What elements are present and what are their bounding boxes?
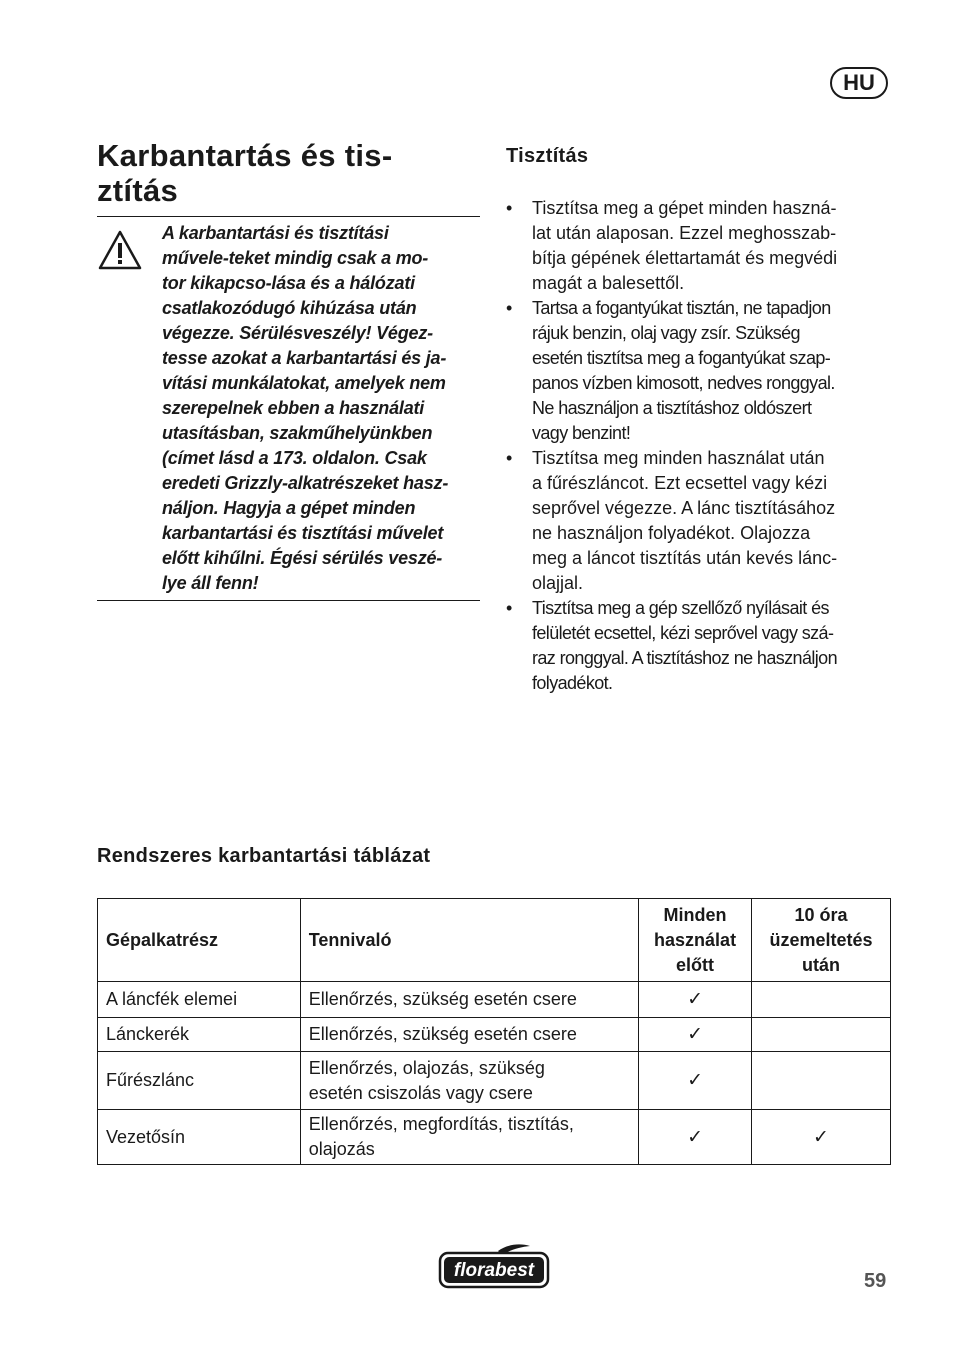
header-before-each-use: Minden használat előtt [639,899,752,982]
warning-line: művele-teket mindig csak a mo- [162,248,429,268]
cell-task: Ellenőrzés, megfordítás, tisztítás, olajozás [300,1110,638,1165]
checkmark-icon: ✓ [639,982,752,1018]
checkmark-icon: ✓ [639,1110,752,1165]
cell-after-10h [752,1052,891,1110]
warning-line: tor kikapcso-lása és a hálózati [162,273,415,293]
header-after-10-hours: 10 óra üzemeltetés után [752,899,891,982]
warning-line: (címet lásd a 173. oldalon. Csak [162,448,427,468]
warning-line: náljon. Hagyja a gépet minden [162,498,416,518]
checkmark-icon: ✓ [639,1052,752,1110]
warning-line: karbantartási és tisztítási művelet [162,523,444,543]
header-task: Tennivaló [300,899,638,982]
cell-after-10h [752,982,891,1018]
warning-line: tesse azokat a karbantartási és ja- [162,348,447,368]
table-row [98,1018,891,1052]
title-line-1: Karbantartás és tis- [97,138,393,173]
page-number: 59 [864,1270,887,1292]
cleaning-title: Tisztítás [506,145,589,167]
cell-part: A láncfék elemei [98,982,301,1018]
warning-line: szerepelnek ebben a használati [162,398,425,418]
warning-text [162,221,480,596]
cleaning-section [506,143,890,696]
list-item: • Tisztítsa meg minden használat után a fűrészláncot. Ezt ecsettel vagy kézi seprővel végezze. A lánc tisztításához ne használjon folyadékot. Olajozza meg a láncot tisztítás után kevés lánc- olajjal. [506,446,890,596]
table-row [98,1052,891,1110]
cell-part: Lánckerék [98,1018,301,1052]
warning-line: lye áll fenn! [162,573,259,593]
warning-box [97,216,480,601]
maintenance-section [97,138,480,601]
language-badge: HU [830,67,888,99]
cleaning-list [506,196,890,696]
warning-line: végezze. Sérülésveszély! Végez- [162,323,433,343]
warning-line: A karbantartási és tisztítási [162,223,389,243]
list-item: • Tisztítsa meg a gép szellőző nyílásait és felületét ecsettel, kézi seprővel vagy szá- raz ronggyal. A tisztításhoz ne használjon folyadékot. [506,596,890,696]
cell-part: Fűrészlánc [98,1052,301,1110]
warning-triangle-icon [97,229,143,271]
cell-task: Ellenőrzés, szükség esetén csere [300,982,638,1018]
cell-task: Ellenőrzés, szükség esetén csere [300,1018,638,1052]
cell-part: Vezetősín [98,1110,301,1165]
table-row [98,982,891,1018]
warning-line: utasításban, szakműhelyünkben [162,423,433,443]
page-title [97,138,480,208]
logo-text: florabest [453,1260,535,1281]
maintenance-table [97,898,891,1165]
table-header-row [98,899,891,982]
cell-after-10h [752,1018,891,1052]
warning-line: vítási munkálatokat, amelyek nem [162,373,446,393]
checkmark-icon: ✓ [639,1018,752,1052]
list-item: • Tartsa a fogantyúkat tisztán, ne tapadjon rájuk benzin, olaj vagy zsír. Szükség esetén tisztítsa meg a fogantyúkat szap- panos vízben kimosott, nedves ronggyal. Ne használjon a tisztításhoz oldószert vagy benzint! [506,296,890,446]
warning-line: eredeti Grizzly-alkatrészeket hasz- [162,473,449,493]
header-part: Gépalkatrész [98,899,301,982]
list-item: • Tisztítsa meg a gépet minden haszná- lat után alaposan. Ezzel meghosszab- bítja gépének élettartamát és megvédi magát a balesettől. [506,196,890,296]
checkmark-icon: ✓ [752,1110,891,1165]
maintenance-table-title: Rendszeres karbantartási táblázat [97,845,431,867]
cell-task: Ellenőrzés, olajozás, szükség esetén csiszolás vagy csere [300,1052,638,1110]
warning-line: csatlakozódugó kihúzása után [162,298,417,318]
title-line-2: ztítás [97,173,179,208]
florabest-logo [438,1243,550,1289]
warning-line: előtt kihűlni. Égési sérülés veszé- [162,548,443,568]
table-row [98,1110,891,1165]
